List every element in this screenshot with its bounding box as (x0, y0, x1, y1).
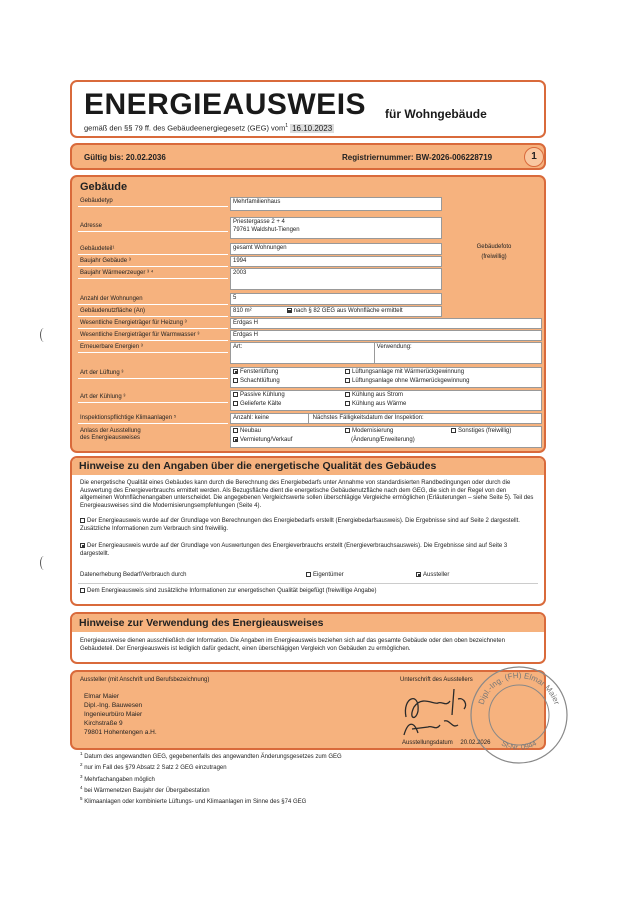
cool-checkbox-3[interactable] (345, 401, 350, 406)
validity-bar (70, 143, 546, 170)
address-street: Priestergasse 2 + 4 (233, 219, 285, 225)
footnote-4: $^4$ bei Wärmenetzen Baujahr der Übergabestation (80, 784, 210, 794)
issuer-line-2: Ingenieurbüro Maier (84, 711, 143, 719)
footnotes (80, 751, 540, 807)
value-ventilation (230, 367, 542, 388)
svg-text:Dipl.-Ing. (FH) Elmar Maier (477, 671, 562, 706)
issuer-line-1: Dipl.-Ing. Bauwesen (84, 702, 143, 710)
usage-title: Hinweise zur Verwendung des Energieausweises (79, 617, 324, 629)
vent-option-1[interactable] (345, 369, 464, 376)
demand-text: Der Energieausweis wurde auf der Grundlage von Berechnungen des Energiebedarfs erstellt (Energiebedarfsausweis). Die Ergebnisse sind auf Seite 2 dargestellt. Zusätzliche Informationen zum Verbrauch sind freiwillig. (80, 518, 520, 532)
issuer-line-4: 79801 Hohentengen a.H. (84, 729, 157, 737)
issue-date: 20.02.2026 (460, 740, 491, 746)
hints-title: Hinweise zu den Angaben über die energetische Qualität des Gebäudes (79, 460, 437, 472)
footnote-3-text: Mehrfachangaben möglich (84, 776, 155, 783)
vent-checkbox-2[interactable] (233, 378, 238, 383)
renewables-divider (374, 343, 375, 363)
owner-text: Eigentümer (313, 572, 344, 578)
vent-checkbox-1[interactable] (345, 369, 350, 374)
reason-option-0[interactable] (233, 428, 261, 435)
owner-option[interactable] (306, 572, 344, 580)
document-subtitle: für Wohngebäude (385, 107, 487, 121)
issuer-line-0: Elmar Maier (84, 693, 120, 700)
label-apartments: Anzahl der Wohnungen (78, 295, 228, 305)
vent-text-2: Schachtlüftung (240, 378, 280, 384)
footnote-2-text: nur im Fall des §79 Absatz 2 Satz 2 GEG einzutragen (84, 765, 227, 772)
footnote-5: $^5$ Klimaanlagen oder kombinierte Lüftungs- und Klimaanlagen im Sinne des §74 GEG (80, 796, 307, 806)
hints-intro: Die energetische Qualität eines Gebäudes kann durch die Berechnung des Energiebedarfs unter Annahme von standardisierten Randbedingungen oder durch die Auswertung des Energieverbrauchs ermittelt werden. Als Bezugsfläche dient die energetische Gebäudenutzfläche nach dem GEG, die sich in der Regel von den allgemeinen Wohnflächenangaben unterscheidet. Die angegebenen Vergleichswerte sollen überschlägige Vergleiche ermöglichen (Erläuterungen – siehe Seite 5). Teil des Energieausweises sind die Modernisierungsempfehlungen (Seite 4). (80, 480, 534, 510)
svg-text:St-Nr. 0944 (500, 739, 538, 752)
consumption-text: Der Energieausweis wurde auf der Grundlage von Auswertungen des Energieverbrauchs erstellt (Energieverbrauchsausweis). Die Ergebnisse sind auf Seite 3 dargestellt. (80, 543, 508, 557)
label-hotwater-energy: Wesentliche Energieträger für Warmwasser ³ (78, 331, 228, 341)
additional-info-row[interactable] (80, 588, 538, 596)
consumption-checkbox[interactable] (80, 543, 85, 548)
value-inspection (230, 413, 542, 424)
value-heater-year: 2003 (230, 268, 442, 290)
page-number-badge (524, 147, 544, 167)
cool-option-1[interactable] (345, 392, 403, 399)
reason-option-2[interactable] (451, 428, 511, 435)
value-usable-area (230, 306, 442, 317)
hints-option-consumption[interactable] (80, 543, 538, 558)
hints-section (70, 456, 546, 606)
reason-label-2: des Energieausweises (80, 435, 141, 442)
photo-label: Gebäudefoto (476, 244, 512, 250)
hints-header (72, 458, 544, 475)
cool-text-0: Passive Kühlung (240, 392, 285, 398)
law-footnote-mark: 1 (285, 123, 289, 129)
inspection-next: Nächstes Fälligkeitsdatum der Inspektion: (312, 415, 424, 421)
cool-checkbox-0[interactable] (233, 392, 238, 397)
label-heater-year: Baujahr Wärmeerzeuger ³ ⁴ (78, 269, 228, 279)
renewables-type: Art: (233, 344, 243, 350)
punch-mark-bottom (40, 556, 48, 570)
usable-area: 810 m² (233, 308, 252, 314)
cool-checkbox-1[interactable] (345, 392, 350, 397)
value-apartments: 5 (230, 293, 442, 305)
issuer-option[interactable] (416, 572, 449, 580)
area-method-text: nach § 82 GEG aus Wohnfläche ermittelt (293, 308, 403, 314)
vent-text-0: Fensterlüftung (240, 369, 279, 375)
value-renewables (230, 342, 542, 364)
value-address (230, 217, 442, 239)
reason-checkbox-3[interactable] (233, 437, 238, 442)
area-method-checkbox[interactable] (287, 308, 292, 313)
data-collection-label: Datenerhebung Bedarf/Verbrauch durch (80, 572, 187, 578)
label-construction-year: Baujahr Gebäude ³ (78, 257, 228, 267)
issuer-line-3: Kirchstraße 9 (84, 720, 123, 728)
vent-option-2[interactable] (233, 378, 280, 385)
page-number: 1 (531, 151, 537, 162)
label-usable-area: Gebäudenutzfläche (An) (78, 307, 228, 317)
law-text: gemäß den §§ 79 ff. des Gebäudeenergiegesetz (GEG) vom (84, 123, 286, 133)
reason-text-3: Vermietung/Verkauf (240, 437, 293, 443)
reason-checkbox-1[interactable] (345, 428, 350, 433)
data-collection-row (80, 572, 538, 582)
reason-text-1: Modernisierung (352, 428, 394, 434)
footnote-4-text: bei Wärmenetzen Baujahr der Übergabestation (84, 787, 210, 794)
stamp-text: Dipl.-Ing. (FH) Elmar Maier (476, 670, 562, 706)
law-line (84, 123, 334, 133)
title-box (70, 80, 546, 138)
punch-mark-top (40, 328, 48, 342)
value-building-type: Mehrfamilienhaus (230, 197, 442, 211)
vent-option-0[interactable] (233, 369, 278, 376)
vent-text-3: Lüftungsanlage ohne Wärmerückgewinnung (352, 378, 470, 384)
building-section-title: Gebäude (80, 181, 128, 193)
renewables-usage: Verwendung: (376, 344, 412, 350)
usage-text: Energieausweise dienen ausschließlich der Information. Die Angaben im Energieausweis beziehen sich auf das gesamte Gebäude oder den oben bezeichneten Gebäudeteil. Der Energieausweis ist lediglich dafür gedacht, einen überschlägigen Vergleich von Gebäuden zu ermöglichen. (80, 638, 505, 652)
cool-text-3: Kühlung aus Wärme (352, 401, 407, 407)
label-cooling: Art der Kühlung ³ (78, 393, 228, 403)
hints-option-demand[interactable] (80, 518, 538, 533)
document-title: ENERGIEAUSWEIS (84, 88, 367, 121)
registration-number: Registriernummer: BW-2026-006228719 (342, 153, 493, 162)
label-reason (78, 427, 228, 447)
reason-option-3[interactable] (233, 437, 292, 444)
reason-checkbox-2[interactable] (451, 428, 456, 433)
reason-text-2: Sonstiges (freiwillig) (458, 428, 512, 434)
footnote-1: $^1$ Datum des angewandten GEG, gegebenenfalls des angewandten Änderungsgesetzes zum GEG (80, 751, 342, 760)
value-cooling (230, 390, 542, 411)
issuer-checkbox[interactable] (416, 572, 421, 577)
label-building-type: Gebäudetyp (78, 197, 228, 207)
value-heating-energy: Erdgas H (230, 318, 542, 329)
cool-option-0[interactable] (233, 392, 285, 399)
valid-until: Gültig bis: 20.02.2036 (84, 153, 166, 162)
reason-checkbox-0[interactable] (233, 428, 238, 433)
footnote-2: $^2$ nur im Fall des §79 Absatz 2 Satz 2 GEG einzutragen (80, 762, 227, 772)
footnote-5-text: Klimaanlagen oder kombinierte Lüftungs- und Klimaanlagen im Sinne des §74 GEG (84, 799, 307, 806)
reason-option-1[interactable] (345, 428, 393, 435)
owner-checkbox[interactable] (306, 572, 311, 577)
demand-checkbox[interactable] (80, 518, 85, 523)
signature-label: Unterschrift des Ausstellers (400, 677, 473, 683)
cool-text-1: Kühlung aus Strom (352, 392, 404, 398)
building-section (70, 175, 546, 453)
cool-option-3[interactable] (345, 401, 406, 408)
reason-note: (Änderung/Erweiterung) (351, 437, 415, 443)
additional-checkbox[interactable] (80, 588, 85, 593)
vent-option-3[interactable] (345, 378, 469, 385)
hints-divider (78, 583, 538, 584)
usage-section (70, 612, 546, 664)
issue-date-label: Ausstellungsdatum (402, 740, 453, 746)
value-hotwater-energy: Erdgas H (230, 330, 542, 341)
label-building-part: Gebäudeteil¹ (78, 245, 228, 255)
law-date: 16.10.2023 (292, 123, 333, 133)
cool-option-2[interactable] (233, 401, 281, 408)
label-heating-energy: Wesentliche Energieträger für Heizung ³ (78, 319, 228, 329)
issuer-address (84, 692, 157, 737)
stamp-number: St-Nr. 0944 (499, 738, 539, 752)
issuer-label: Aussteller (mit Anschrift und Berufsbezeichnung) (80, 677, 210, 683)
label-inspection: Inspektionspflichtige Klimaanlagen ⁵ (78, 414, 228, 424)
reason-label-1: Anlass der Ausstellung (80, 428, 141, 434)
inspection-count: Anzahl: keine (233, 415, 270, 421)
footnote-1-text: Datum des angewandten GEG, gegebenenfalls des angewandten Änderungsgesetzes zum GEG (84, 754, 342, 760)
reason-text-0: Neubau (240, 428, 262, 434)
address-city: 79761 Waldshut-Tiengen (233, 227, 300, 234)
value-reason (230, 426, 542, 448)
value-building-part: gesamt Wohnungen (230, 243, 442, 255)
cool-checkbox-2[interactable] (233, 401, 238, 406)
footnote-3: $^3$ Mehrfachangaben möglich (80, 773, 155, 783)
label-renewables: Erneuerbare Energien ³ (78, 343, 228, 353)
additional-text: Dem Energieausweis sind zusätzliche Informationen zur energetischen Qualität beigefügt (freiwillige Angabe) (87, 588, 377, 594)
label-ventilation: Art der Lüftung ³ (78, 369, 228, 379)
cool-text-2: Gelieferte Kälte (240, 401, 282, 407)
vent-checkbox-0[interactable] (233, 369, 238, 374)
value-construction-year: 1994 (230, 256, 442, 267)
building-photo-placeholder (446, 196, 542, 322)
inspection-divider (308, 414, 309, 423)
vent-checkbox-3[interactable] (345, 378, 350, 383)
usage-header (72, 614, 544, 632)
label-address: Adresse (78, 222, 228, 232)
photo-note: (freiwillig) (481, 254, 507, 260)
issuer-text: Aussteller (423, 572, 450, 578)
vent-text-1: Lüftungsanlage mit Wärmerückgewinnung (352, 369, 465, 375)
